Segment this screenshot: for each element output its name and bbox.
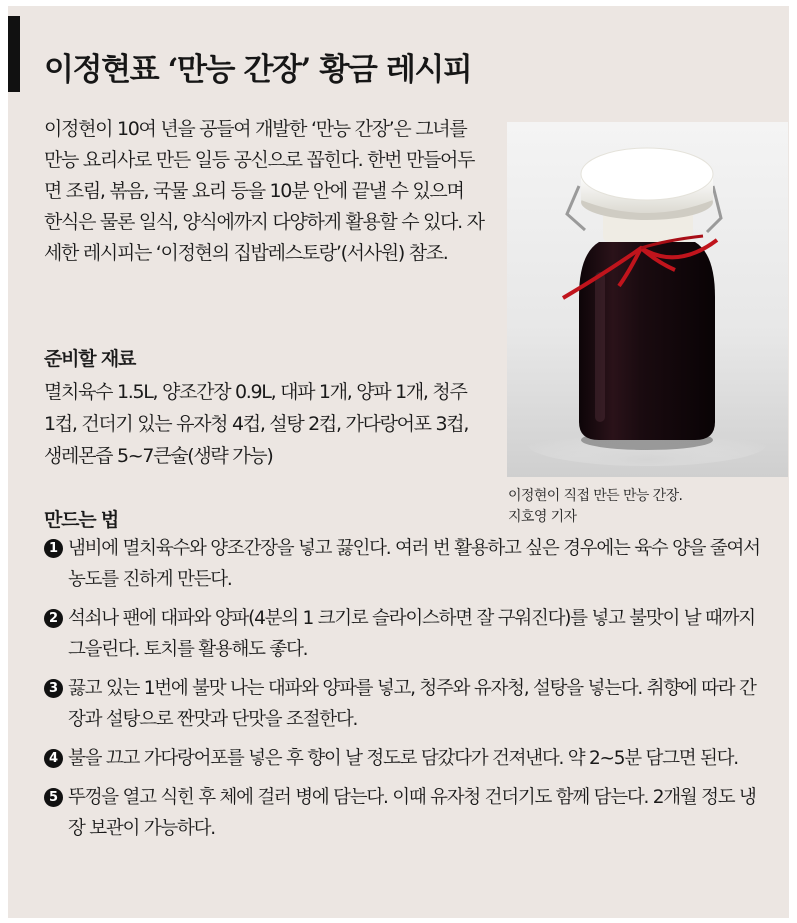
step-text: 뚜껑을 열고 식힌 후 체에 걸러 병에 담는다. 이때 유자청 건더기도 함께 담는다. 2개월 정도 냉장 보관이 가능하다. [68, 787, 756, 839]
method-step-5 [44, 782, 760, 844]
step-text: 끓고 있는 1번에 불맛 나는 대파와 양파를 넣고, 청주와 유자청, 설탕을 넣는다. 취향에 따라 간장과 설탕으로 짠맛과 단맛을 조절한다. [68, 678, 756, 730]
ingredients-list: 멸치육수 1.5L, 양조간장 0.9L, 대파 1개, 양파 1개, 청주 1컵, 건더기 있는 유자청 4컵, 설탕 2컵, 가다랑어포 3컵, 생레몬즙 5~7큰술(생략 가능) [44, 381, 469, 467]
step-text: 냄비에 멸치육수와 양조간장을 넣고 끓인다. 여러 번 활용하고 싶은 경우에는 육수 양을 줄여서 농도를 진하게 만든다. [68, 538, 760, 590]
method-step-3 [44, 673, 760, 735]
title-accent-bar [8, 16, 20, 92]
step-number-badge: 1 [44, 539, 63, 558]
intro-paragraph: 이정현이 10여 년을 공들여 개발한 ‘만능 간장’은 그녀를 만능 요리사로 만든 일등 공신으로 꼽힌다. 한번 만들어두면 조림, 볶음, 국물 요리 등을 10분 안에 끝낼 수 있으며 한식은 물론 일식, 양식에까지 다양하게 활용할 수 있다. 자세한 레시피는 ‘이정현의 집밥레스토랑’(서사원) 참조. [44, 118, 484, 264]
step-number-badge: 5 [44, 788, 63, 807]
step-number-badge: 4 [44, 749, 63, 768]
photo-caption [508, 486, 788, 528]
method-heading: 만드는 법 [44, 509, 119, 531]
photo-credit: 지호영 기자 [508, 509, 577, 525]
article-title: 이정현표 ‘만능 간장’ 황금 레시피 [44, 52, 472, 88]
step-number-badge: 3 [44, 679, 63, 698]
step-number-badge: 2 [44, 609, 63, 628]
method-step-2 [44, 603, 760, 665]
method-steps [44, 533, 760, 852]
step-text: 석쇠나 팬에 대파와 양파(4분의 1 크기로 슬라이스하면 잘 구워진다)를 넣고 불맛이 날 때까지 그을린다. 토치를 활용해도 좋다. [68, 608, 755, 660]
glass-highlight [595, 272, 605, 422]
ingredients-heading: 준비할 재료 [44, 348, 136, 370]
method-step-1 [44, 533, 760, 595]
soy-sauce-bottle-photo [507, 122, 788, 477]
porcelain-cap [581, 148, 713, 200]
method-step-4 [44, 743, 760, 774]
caption-text: 이정현이 직접 만든 만능 간장. [508, 488, 683, 504]
step-text: 불을 끄고 가다랑어포를 넣은 후 향이 날 정도로 담갔다가 건져낸다. 약 2~5분 담그면 된다. [68, 748, 738, 769]
bottle-illustration [507, 122, 788, 477]
